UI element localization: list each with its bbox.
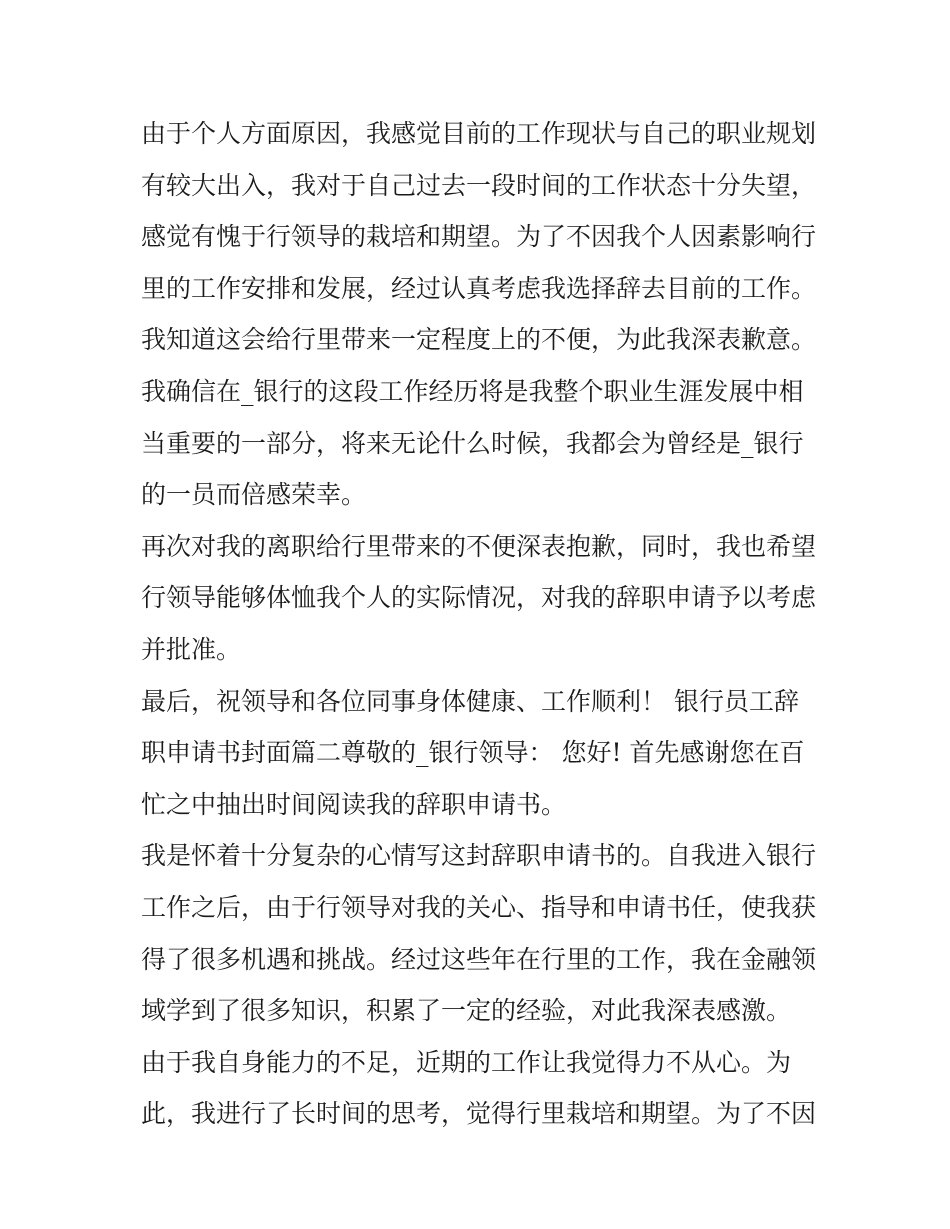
text-line: 此，我进行了长时间的思考，觉得行里栽培和期望。为了不因 [141, 1099, 817, 1129]
text-line: 的一员而倍感荣幸。 [141, 480, 367, 510]
text-line: 行领导能够体恤我个人的实际情况，对我的辞职申请予以考虑 [141, 583, 817, 613]
text-line: 职申请书封面篇二尊敬的_银行领导： 您好! 首先感谢您在百 [141, 738, 805, 768]
text-line: 里的工作安排和发展，经过认真考虑我选择辞去目前的工作。 [141, 273, 817, 303]
text-line: 由于个人方面原因，我感觉目前的工作现状与自己的职业规划 [141, 119, 817, 148]
text-line: 再次对我的离职给行里带来的不便深表抱歉，同时，我也希望 [141, 531, 817, 561]
text-line: 最后，祝领导和各位同事身体健康、工作顺利！ 银行员工辞 [141, 686, 799, 716]
text-line: 忙之中抽出时间阅读我的辞职申请书。 [141, 789, 567, 819]
text-line: 域学到了很多知识，积累了一定的经验，对此我深表感激。 [141, 996, 792, 1026]
text-line: 有较大出入，我对于自己过去一段时间的工作状态十分失望， [141, 170, 817, 200]
body-text [141, 108, 821, 1140]
text-line: 工作之后，由于行领导对我的关心、指导和申请书任，使我获 [141, 892, 817, 922]
text-line: 我确信在_银行的这段工作经历将是我整个职业生涯发展中相 [141, 376, 804, 406]
text-line: 得了很多机遇和挑战。经过这些年在行里的工作，我在金融领 [141, 944, 817, 974]
text-line: 当重要的一部分，将来无论什么时候，我都会为曾经是_银行 [141, 428, 804, 458]
text-line: 由于我自身能力的不足，近期的工作让我觉得力不从心。为 [141, 1047, 792, 1077]
text-line: 感觉有愧于行领导的栽培和期望。为了不因我个人因素影响行 [141, 222, 817, 252]
text-line: 并批准。 [141, 634, 242, 664]
text-line: 我知道这会给行里带来一定程度上的不便，为此我深表歉意。 [141, 325, 817, 355]
text-line: 我是怀着十分复杂的心情写这封辞职申请书的。自我进入银行 [141, 841, 817, 871]
